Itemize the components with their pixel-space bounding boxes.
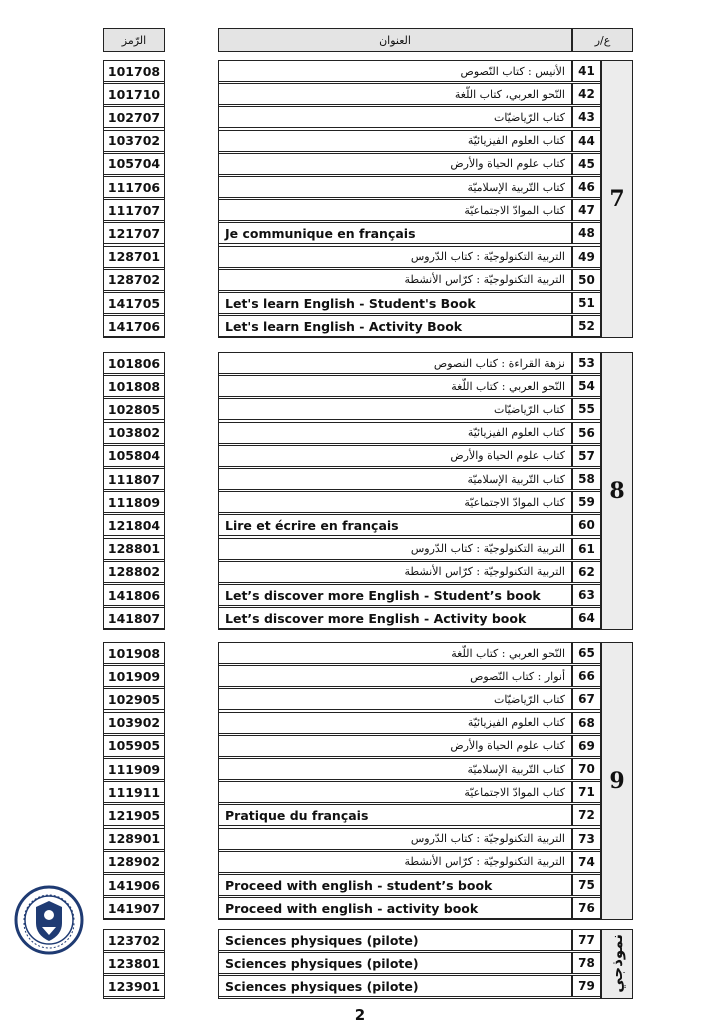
row-number: 56	[572, 422, 601, 444]
book-title: كتاب العلوم الفيزيائيّة	[218, 130, 572, 152]
book-title: النّحو العربي، كتاب اللّغة	[218, 83, 572, 105]
row-number: 66	[572, 665, 601, 687]
row-number: 53	[572, 352, 601, 374]
book-code: 102905	[103, 688, 165, 710]
book-title: كتاب علوم الحياة والأرض	[218, 153, 572, 175]
book-title: Proceed with english - activity book	[218, 897, 572, 919]
book-code: 123901	[103, 975, 165, 997]
book-code: 121905	[103, 804, 165, 826]
book-title: كتاب التّربية الإسلاميّة	[218, 758, 572, 780]
book-code: 141807	[103, 607, 165, 629]
book-code: 121707	[103, 222, 165, 244]
row-number: 46	[572, 176, 601, 198]
row-number: 73	[572, 828, 601, 850]
row-number: 49	[572, 246, 601, 268]
row-number: 70	[572, 758, 601, 780]
book-code: 128901	[103, 828, 165, 850]
book-title: النّحو العربي : كتاب اللّغة	[218, 642, 572, 664]
book-code: 111909	[103, 758, 165, 780]
book-title: التربية التكنولوجيّة : كرّاس الأنشطة	[218, 851, 572, 873]
row-number: 67	[572, 688, 601, 710]
row-number: 74	[572, 851, 601, 873]
book-title: Lire et écrire en français	[218, 514, 572, 536]
book-code: 111706	[103, 176, 165, 198]
book-title: Let’s discover more English - Activity book	[218, 607, 572, 629]
row-number: 77	[572, 929, 601, 951]
book-code: 105804	[103, 445, 165, 467]
book-code: 141806	[103, 584, 165, 606]
book-title: Sciences physiques (pilote)	[218, 929, 572, 951]
book-code: 103902	[103, 712, 165, 734]
book-title: كتاب الرّياضيّات	[218, 688, 572, 710]
grade-label	[601, 60, 633, 338]
book-title: Sciences physiques (pilote)	[218, 952, 572, 974]
row-number: 50	[572, 269, 601, 291]
row-number: 42	[572, 83, 601, 105]
row-number: 44	[572, 130, 601, 152]
row-number: 51	[572, 292, 601, 314]
book-title: الأنيس : كتاب النّصوص	[218, 60, 572, 82]
row-number: 62	[572, 561, 601, 583]
page-number: 2	[354, 1006, 366, 1024]
book-title: Pratique du français	[218, 804, 572, 826]
row-number: 45	[572, 153, 601, 175]
book-title: كتاب التّربية الإسلاميّة	[218, 176, 572, 198]
book-title: Proceed with english - student’s book	[218, 874, 572, 896]
row-number: 60	[572, 514, 601, 536]
book-title: كتاب العلوم الفيزيائيّة	[218, 712, 572, 734]
row-number: 47	[572, 199, 601, 221]
number-column-header: ع/ر	[572, 28, 633, 52]
book-title: كتاب الرّياضيّات	[218, 106, 572, 128]
book-code: 101808	[103, 375, 165, 397]
book-code: 128902	[103, 851, 165, 873]
book-code: 128802	[103, 561, 165, 583]
row-number: 69	[572, 735, 601, 757]
grade-label-text: 8	[609, 478, 625, 505]
book-title: كتاب التّربية الإسلاميّة	[218, 468, 572, 490]
row-number: 55	[572, 398, 601, 420]
grade-label-text: 9	[609, 768, 625, 795]
row-number: 41	[572, 60, 601, 82]
book-code: 111911	[103, 781, 165, 803]
book-code: 123702	[103, 929, 165, 951]
book-title: التربية التكنولوجيّة : كتاب الدّروس	[218, 538, 572, 560]
row-number: 65	[572, 642, 601, 664]
code-column-header: الرّمز	[103, 28, 165, 52]
book-code: 101908	[103, 642, 165, 664]
book-title: Je communique en français	[218, 222, 572, 244]
book-code: 101806	[103, 352, 165, 374]
book-code: 111809	[103, 491, 165, 513]
book-title: كتاب الموادّ الاجتماعيّة	[218, 781, 572, 803]
row-number: 48	[572, 222, 601, 244]
row-number: 71	[572, 781, 601, 803]
book-title: Sciences physiques (pilote)	[218, 975, 572, 997]
grade-label	[601, 642, 633, 920]
row-number: 72	[572, 804, 601, 826]
row-number: 43	[572, 106, 601, 128]
book-title: التربية التكنولوجيّة : كرّاس الأنشطة	[218, 561, 572, 583]
row-number: 75	[572, 874, 601, 896]
ministry-logo-icon	[14, 885, 84, 955]
book-title: كتاب الرّياضيّات	[218, 398, 572, 420]
book-title: التربية التكنولوجيّة : كرّاس الأنشطة	[218, 269, 572, 291]
book-code: 128801	[103, 538, 165, 560]
grade-label	[601, 929, 633, 999]
book-code: 103702	[103, 130, 165, 152]
book-code: 141706	[103, 315, 165, 337]
row-number: 68	[572, 712, 601, 734]
book-title: النّحو العربي : كتاب اللّغة	[218, 375, 572, 397]
row-number: 64	[572, 607, 601, 629]
book-code: 141705	[103, 292, 165, 314]
book-code: 101710	[103, 83, 165, 105]
row-number: 58	[572, 468, 601, 490]
row-number: 78	[572, 952, 601, 974]
row-number: 61	[572, 538, 601, 560]
row-number: 57	[572, 445, 601, 467]
book-code: 141906	[103, 874, 165, 896]
book-code: 111707	[103, 199, 165, 221]
book-title: Let’s discover more English - Student’s book	[218, 584, 572, 606]
row-number: 79	[572, 975, 601, 997]
grade-label	[601, 352, 633, 630]
book-title: Let's learn English - Activity Book	[218, 315, 572, 337]
row-number: 76	[572, 897, 601, 919]
book-code: 105905	[103, 735, 165, 757]
row-number: 63	[572, 584, 601, 606]
book-title: Let's learn English - Student's Book	[218, 292, 572, 314]
book-title: كتاب العلوم الفيزيائيّة	[218, 422, 572, 444]
book-title: نزهة القراءة : كتاب النصوص	[218, 352, 572, 374]
book-code: 111807	[103, 468, 165, 490]
book-code: 121804	[103, 514, 165, 536]
book-title: كتاب الموادّ الاجتماعيّة	[218, 199, 572, 221]
book-code: 123801	[103, 952, 165, 974]
grade-label-text: 7	[609, 186, 625, 213]
book-title: كتاب علوم الحياة والأرض	[218, 445, 572, 467]
book-code: 101909	[103, 665, 165, 687]
grade-label-text: نموذجي	[608, 934, 626, 994]
book-title: التربية التكنولوجيّة : كتاب الدّروس	[218, 246, 572, 268]
book-title: كتاب علوم الحياة والأرض	[218, 735, 572, 757]
title-column-header: العنوان	[218, 28, 572, 52]
book-code: 101708	[103, 60, 165, 82]
row-number: 52	[572, 315, 601, 337]
book-code: 105704	[103, 153, 165, 175]
book-title: التربية التكنولوجيّة : كتاب الدّروس	[218, 828, 572, 850]
book-code: 128702	[103, 269, 165, 291]
book-title: أنوار : كتاب النّصوص	[218, 665, 572, 687]
book-code: 141907	[103, 897, 165, 919]
book-code: 102805	[103, 398, 165, 420]
book-code: 102707	[103, 106, 165, 128]
row-number: 54	[572, 375, 601, 397]
book-title: كتاب الموادّ الاجتماعيّة	[218, 491, 572, 513]
book-code: 128701	[103, 246, 165, 268]
book-code: 103802	[103, 422, 165, 444]
row-number: 59	[572, 491, 601, 513]
